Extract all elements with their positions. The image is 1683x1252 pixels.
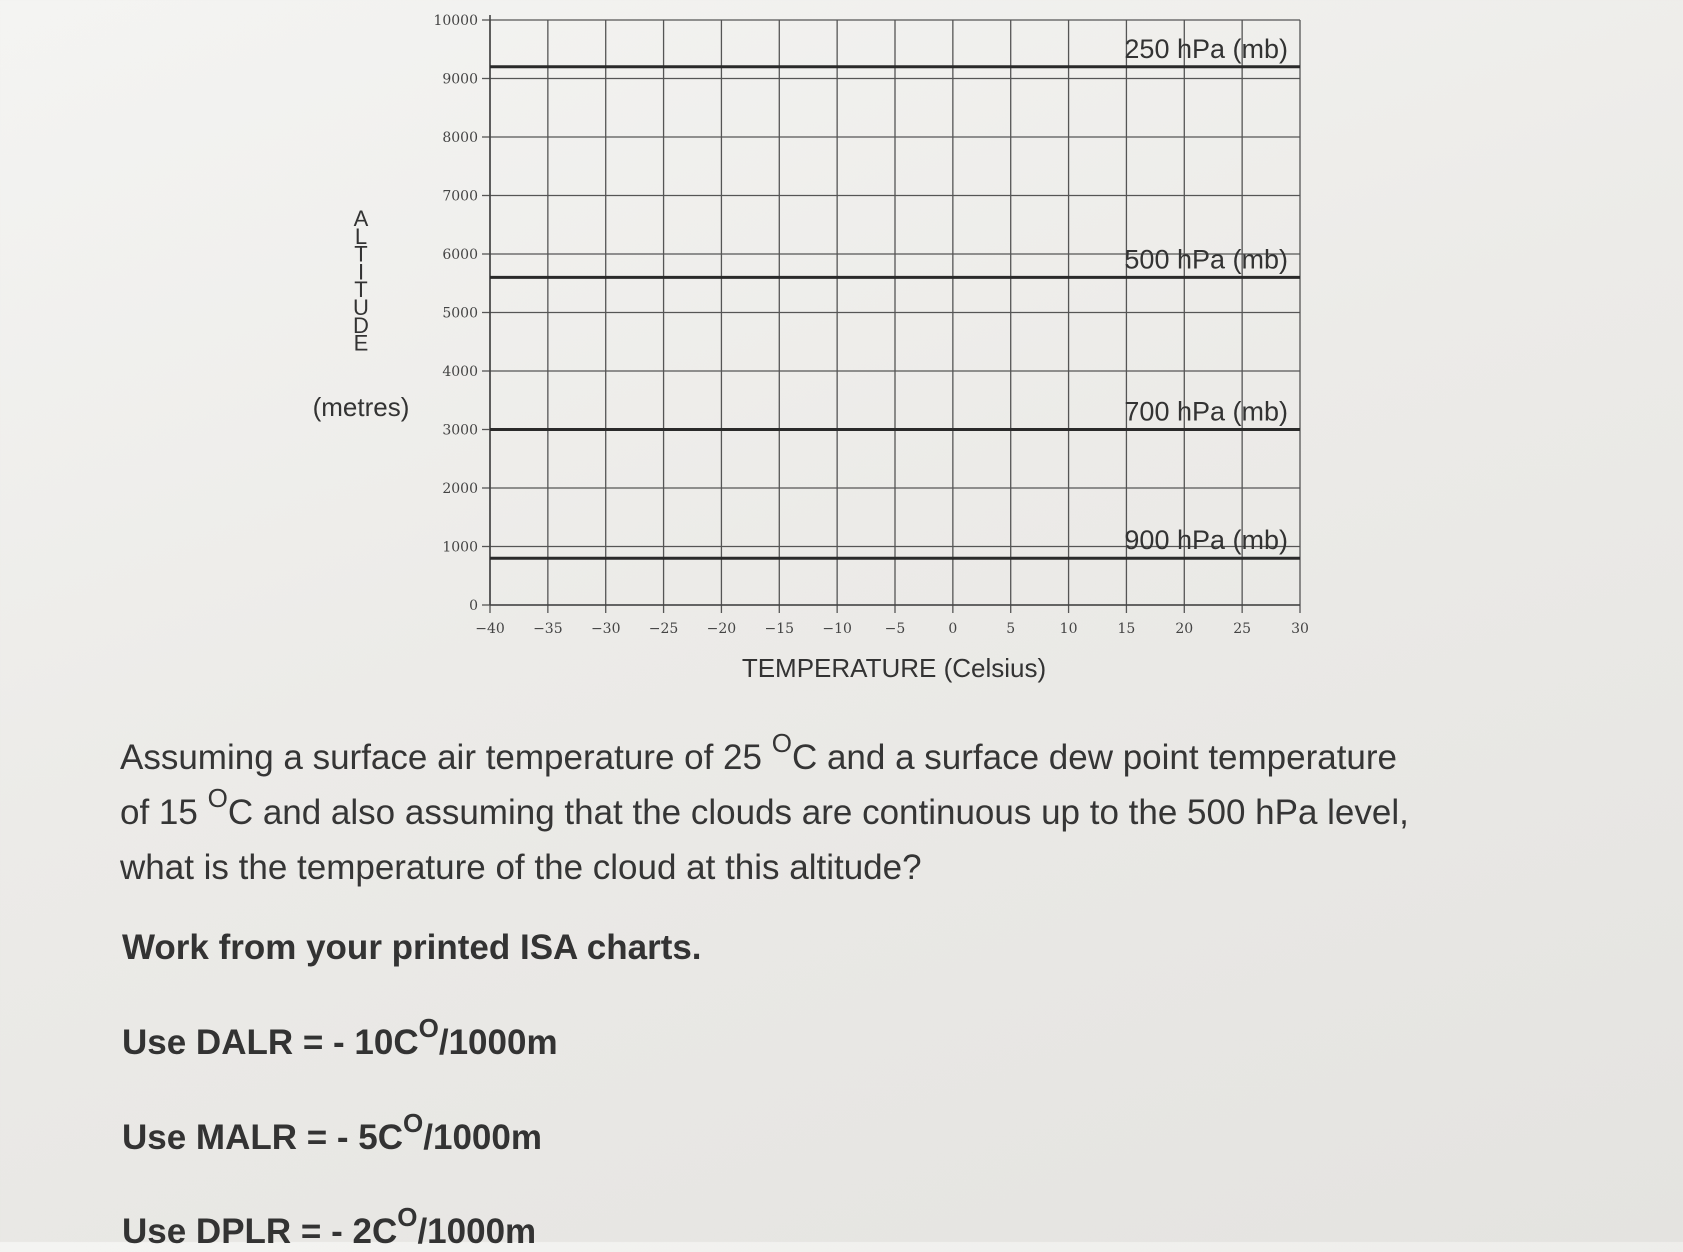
- dplr-unit: /1000m: [417, 1212, 537, 1251]
- question-line-3: what is the temperature of the cloud at this altitude?: [120, 848, 922, 887]
- question-line-2-b: C and also assuming that the clouds are continuous up to the 500 hPa level,: [227, 793, 1409, 832]
- y-tick-label: 2000: [442, 481, 478, 497]
- y-axis-label-letter: T: [354, 277, 368, 303]
- x-tick-label: −35: [533, 621, 563, 637]
- question-line-1: [120, 730, 1480, 785]
- degree-symbol: O: [771, 728, 792, 759]
- y-tick-label: 5000: [442, 305, 478, 322]
- y-tick-label: 6000: [442, 247, 478, 263]
- y-tick-label: 1000: [442, 539, 478, 556]
- dalr-rate: [122, 1013, 558, 1063]
- y-axis-ticks: [433, 13, 478, 614]
- pressure-level-label: 500 hPa (mb): [1124, 244, 1288, 275]
- y-tick-label: 3000: [442, 422, 478, 439]
- y-tick-label: 0: [469, 598, 478, 614]
- dalr-label: Use DALR = - 10C: [122, 1023, 419, 1062]
- x-tick-label: 5: [1006, 621, 1016, 637]
- degree-symbol: O: [207, 783, 228, 814]
- x-tick-label: 25: [1233, 621, 1252, 637]
- y-axis-label-letter: U: [353, 295, 369, 320]
- pressure-level-label: 250 hPa (mb): [1124, 33, 1288, 64]
- x-tick-label: 20: [1175, 621, 1194, 637]
- x-tick-label: −40: [475, 621, 505, 637]
- y-tick-label: 7000: [442, 188, 478, 205]
- dplr-rate: [122, 1202, 537, 1252]
- degree-symbol: O: [403, 1108, 424, 1139]
- y-axis-label-letter: I: [357, 259, 365, 285]
- x-tick-label: 0: [948, 621, 958, 637]
- degree-symbol: O: [397, 1202, 418, 1233]
- x-tick-label: −5: [884, 621, 906, 637]
- x-tick-label: 10: [1059, 621, 1078, 637]
- question-line-2: [120, 785, 1480, 840]
- pressure-level-label: 900 hPa (mb): [1124, 525, 1288, 556]
- degree-symbol: O: [418, 1013, 439, 1044]
- chart-grid: [482, 15, 1300, 613]
- instruction-text: Work from your printed ISA charts.: [122, 928, 702, 967]
- question-line-2-a: of 15: [120, 793, 208, 832]
- x-tick-label: −15: [764, 621, 795, 637]
- y-tick-label: 9000: [442, 71, 478, 88]
- y-axis-label-letter: T: [354, 241, 368, 267]
- y-tick-label: 8000: [442, 130, 478, 146]
- y-tick-label: 10000: [433, 13, 478, 29]
- y-axis-units: (metres): [312, 392, 410, 422]
- malr-rate: [122, 1108, 542, 1158]
- malr-unit: /1000m: [423, 1118, 542, 1157]
- question-line-1-b: C and a surface dew point temperature: [791, 738, 1398, 777]
- malr-label: Use MALR = - 5C: [122, 1118, 404, 1157]
- x-tick-label: −25: [648, 621, 679, 637]
- x-tick-label: 15: [1117, 621, 1136, 637]
- x-axis-title: TEMPERATURE (Celsius): [741, 653, 1047, 683]
- question-text: [120, 730, 1480, 895]
- pressure-level-label: 700 hPa (mb): [1124, 396, 1288, 427]
- y-axis-label-letter: D: [353, 312, 369, 338]
- x-tick-label: 30: [1291, 621, 1309, 637]
- y-axis-label-letter: A: [353, 206, 369, 231]
- y-tick-label: 4000: [442, 364, 478, 380]
- y-axis-label-letter: E: [353, 330, 369, 356]
- x-axis-ticks: [475, 621, 1309, 637]
- y-axis-label-letter: L: [354, 223, 368, 249]
- y-axis-label: [353, 206, 369, 356]
- dalr-unit: /1000m: [438, 1023, 558, 1062]
- dplr-label: Use DPLR = - 2C: [122, 1212, 398, 1251]
- x-tick-label: −30: [590, 621, 621, 637]
- x-tick-label: −10: [822, 621, 852, 637]
- question-line-1-a: Assuming a surface air temperature of 25: [120, 738, 772, 777]
- x-tick-label: −20: [706, 621, 737, 637]
